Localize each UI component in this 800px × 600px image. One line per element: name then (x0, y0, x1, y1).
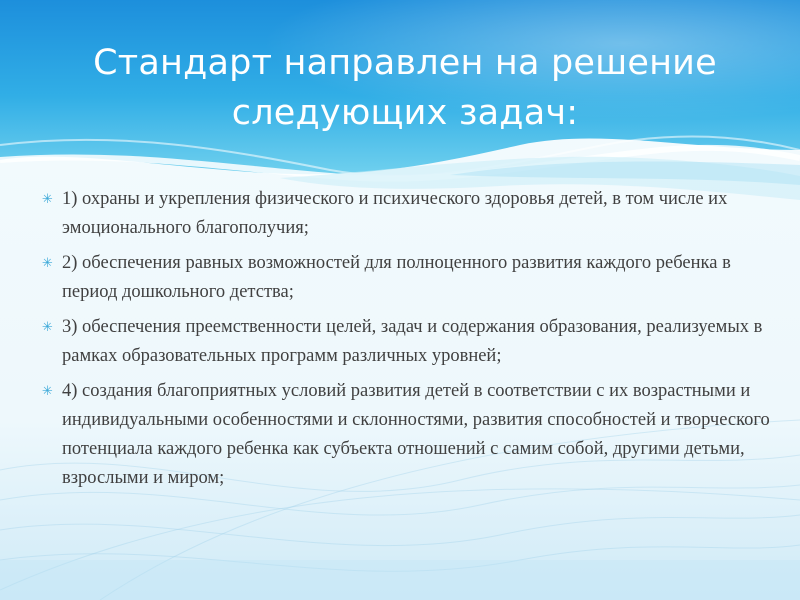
list-item (40, 377, 775, 493)
list-item-text: 2) обеспечения равных возможностей для полноценного развития каждого ребенка в период дошкольного детства; (62, 253, 731, 302)
asterisk-bullet-icon: ✳ (42, 192, 53, 207)
list-item-text: 1) охраны и укрепления физического и психического здоровья детей, в том числе их эмоционального благополучия; (62, 189, 728, 238)
asterisk-bullet-icon: ✳ (42, 320, 53, 335)
list-item (40, 249, 775, 307)
asterisk-bullet-icon: ✳ (42, 384, 53, 399)
list-item-text: 3) обеспечения преемственности целей, задач и содержания образования, реализуемых в рамках образовательных программ различных уровней; (62, 317, 763, 366)
slide-title: Стандарт направлен на решение следующих задач: (93, 43, 717, 133)
task-list (40, 185, 775, 499)
list-item (40, 313, 775, 371)
list-item-text: 4) создания благоприятных условий развития детей в соответствии с их возрастными и индивидуальными особенностями и склонностями, развития способностей и творческого потенциала каждого ребенка как субъекта отношений с самим собой, другими детьми, взрослыми и миром; (62, 381, 770, 488)
asterisk-bullet-icon: ✳ (42, 256, 53, 271)
list-item (40, 185, 775, 243)
